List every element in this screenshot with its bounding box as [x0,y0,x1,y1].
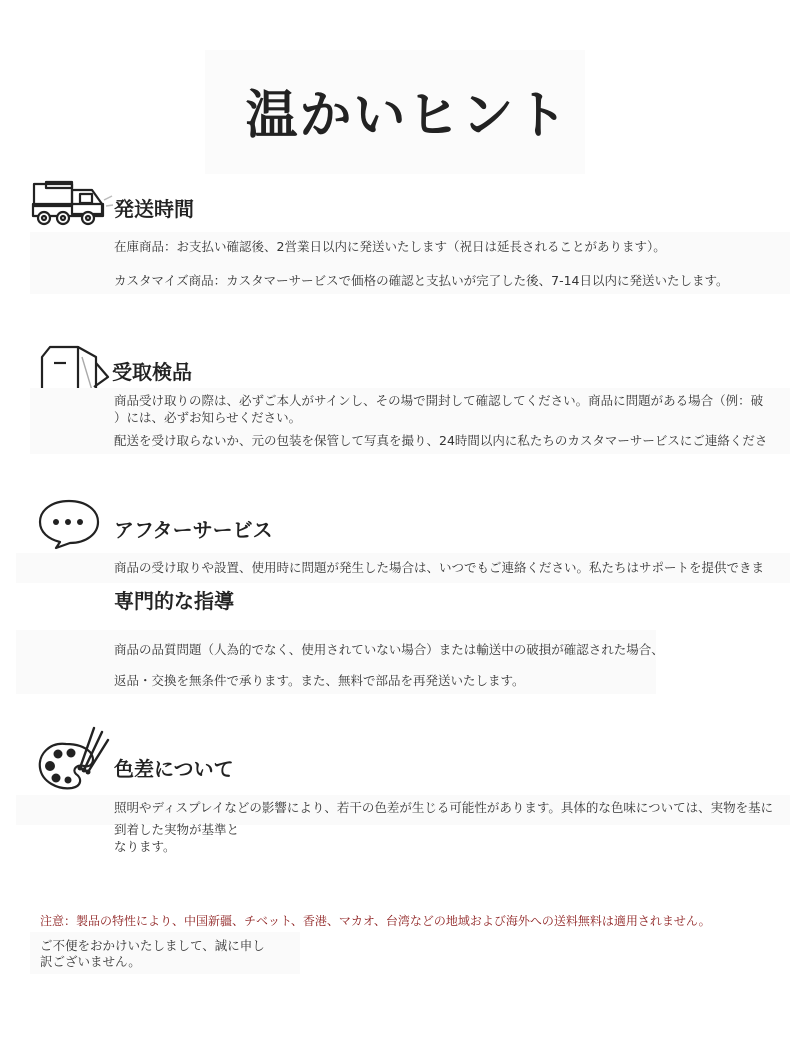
receiving-line-2: ）には、必ずお知らせください。 [114,410,302,425]
color-diff-line-1: 照明やディスプレイなどの影響により、若干の色差が生じる可能性があります。具体的な色味については、実物を基に [114,800,774,815]
receiving-line-3: 配送を受け取らないか、元の包装を保管して写真を撮り、24時間以内に私たちのカスタマーサービスにご連絡くださ [114,433,768,448]
chat-bubble-icon [36,498,102,552]
section-heading-color-diff: 色差について [114,757,234,781]
shipping-line-1: 在庫商品：お支払い確認後、2営業日以内に発送いたします（祝日は延長されることがあります）。 [114,239,666,254]
section-heading-after-service: アフターサービス [114,518,273,542]
guidance-line-1: 商品の品質問題（人為的でなく、使用されていない場合）または輸送中の破損が確認された場合、 [114,642,664,657]
apology-line-2: 訳ございません。 [40,954,141,969]
color-diff-line-2: 到着した実物が基準と [114,822,240,837]
section-heading-receiving: 受取検品 [112,360,192,384]
palette-icon [36,722,112,792]
truck-icon [30,180,115,228]
color-diff-line-3: なります。 [114,839,176,854]
section-heading-shipping: 発送時間 [114,197,194,221]
shipping-line-2: カスタマイズ商品：カスタマーサービスで価格の確認と支払いが完了した後、7-14日以内に発送いたします。 [114,273,729,288]
apology-line-1: ご不便をおかけいたしまして、誠に申し [40,938,265,953]
guidance-line-2: 返品・交換を無条件で承ります。また、無料で部品を再発送いたします。 [114,673,525,688]
subheading-professional-guidance: 専門的な指導 [114,589,234,613]
receiving-line-1: 商品受け取りの際は、必ずご本人がサインし、その場で開封して確認してください。商品に問題がある場合（例：破 [114,393,764,408]
notice-text: 注意：製品の特性により、中国新疆、チベット、香港、マカオ、台湾などの地域および海外への送料無料は適用されません。 [40,914,711,928]
after-service-line-1: 商品の受け取りや設置、使用時に問題が発生した場合は、いつでもご連絡ください。私たちはサポートを提供できま [114,560,765,575]
page-title: 温かいヒント [245,86,570,146]
